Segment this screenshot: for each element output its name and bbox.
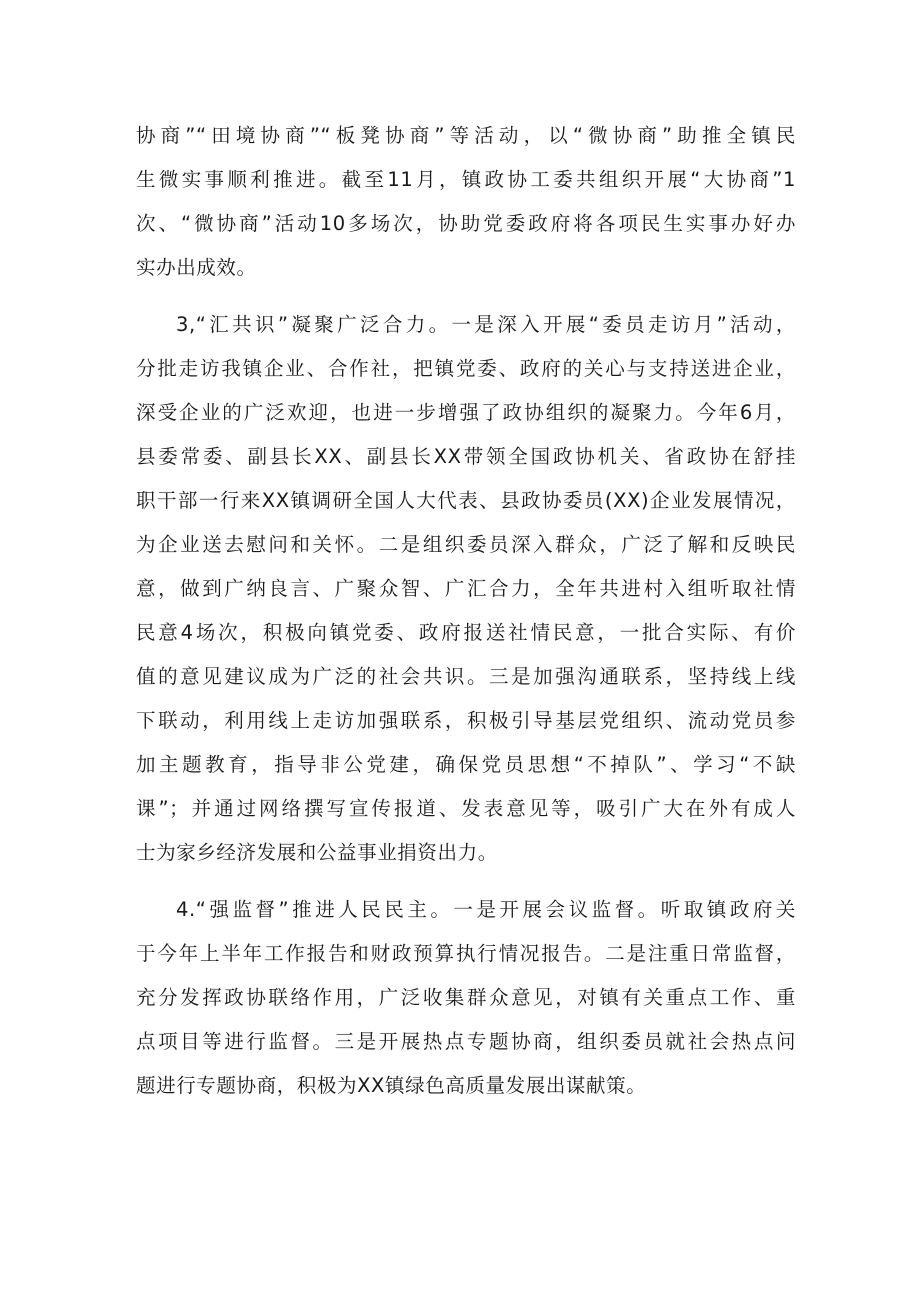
text-line: 协商”“田境协商”“板凳协商”等活动，以“微协商”助推全镇民 — [136, 124, 796, 147]
text-line: 充分发挥政协联络作用，广泛收集群众意见，对镇有关重点工作、重 — [136, 986, 796, 1009]
text-line: 课”；并通过网络撰写宣传报道、发表意见等，吸引广大在外有成人 — [136, 797, 796, 820]
text-line: 实办出成效。 — [136, 256, 257, 279]
text-line: 深受企业的广泛欢迎，也进一步增强了政协组织的凝聚力。今年6月， — [136, 401, 796, 424]
text-line: 于今年上半年工作报告和财政预算执行情况报告。二是注重日常监督， — [136, 942, 796, 965]
text-line: 县委常委、副县长XX、副县长XX带领全国政协机关、省政协在舒挂 — [136, 445, 796, 468]
text-line: 加主题教育，指导非公党建，确保党员思想“不掉队”、学习“不缺 — [136, 753, 796, 776]
text-line: 次、“微协商”活动10多场次，协助党委政府将各项民生实事办好办 — [136, 212, 796, 235]
text-line: 生微实事顺利推进。截至11月，镇政协工委共组织开展“大协商”1 — [136, 168, 796, 191]
text-line: 职干部一行来XX镇调研全国人大代表、县政协委员(XX)企业发展情况， — [136, 489, 796, 512]
paragraph-4-first-line: 4.“强监督”推进人民民主。一是开展会议监督。听取镇政府关 — [176, 898, 796, 921]
paragraph-3-first-line: 3,“汇共识”凝聚广泛合力。一是深入开展“委员走访月”活动， — [176, 313, 796, 336]
text-line: 意，做到广纳良言、广聚众智、广汇合力，全年共进村入组听取社情 — [136, 577, 796, 600]
text-line: 点项目等进行监督。三是开展热点专题协商，组织委员就社会热点问 — [136, 1030, 796, 1053]
text-line: 分批走访我镇企业、合作社，把镇党委、政府的关心与支持送进企业， — [136, 357, 796, 380]
text-line: 民意4场次，积极向镇党委、政府报送社情民意，一批合实际、有价 — [136, 621, 796, 644]
text-line: 题进行专题协商，积极为XX镇绿色高质量发展出谋献策。 — [136, 1074, 647, 1097]
text-line: 士为家乡经济发展和公益事业捐资出力。 — [136, 841, 498, 864]
text-line: 为企业送去慰问和关怀。二是组织委员深入群众，广泛了解和反映民 — [136, 533, 796, 556]
text-line: 值的意见建议成为广泛的社会共识。三是加强沟通联系，坚持线上线 — [136, 665, 796, 688]
text-line: 下联动，利用线上走访加强联系，积极引导基层党组织、流动党员参 — [136, 709, 796, 732]
